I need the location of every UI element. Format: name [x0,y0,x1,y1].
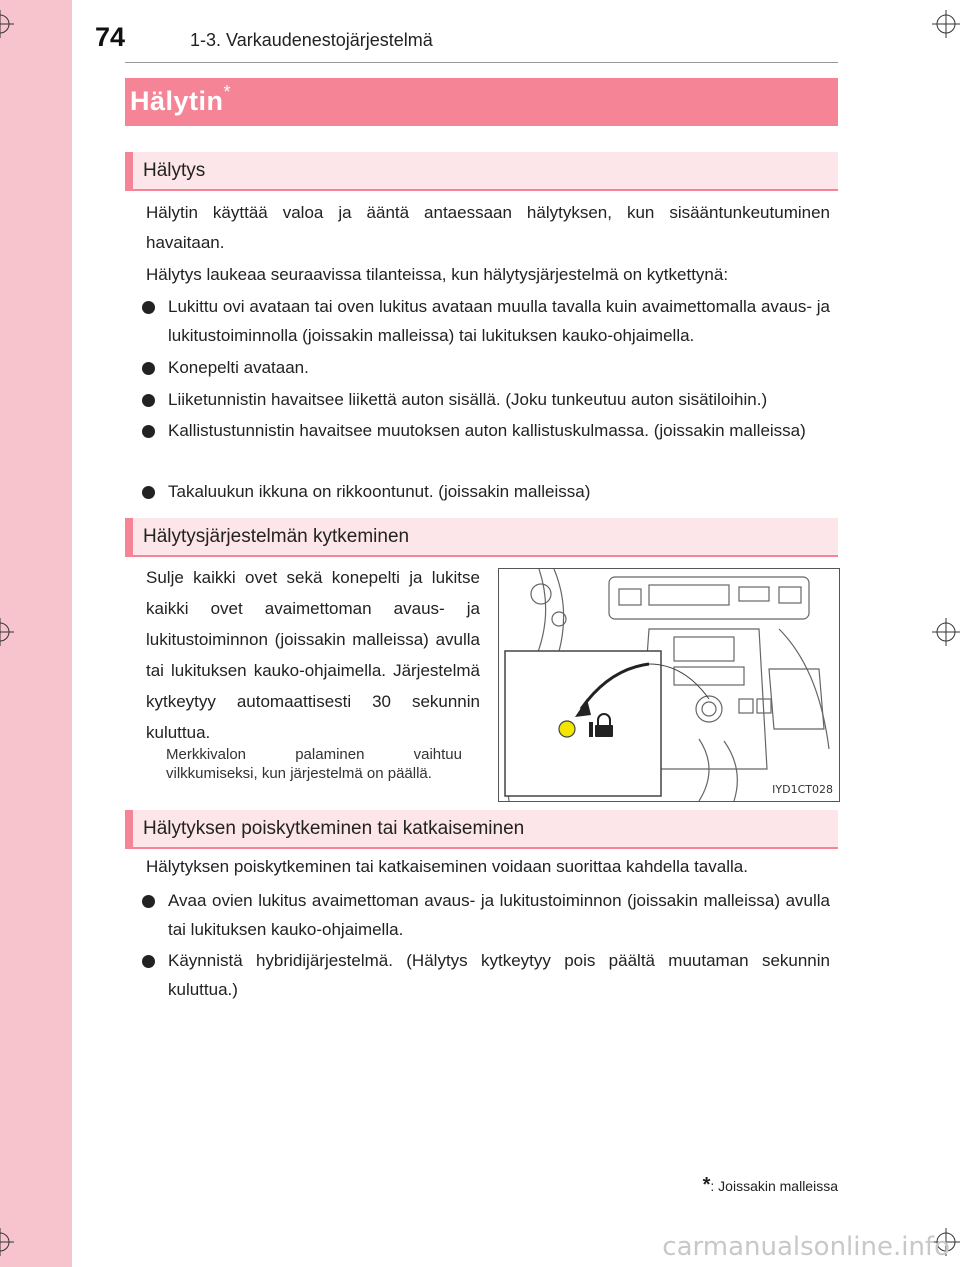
disarming-bullet-1-text: Avaa ovien lukitus avaimettoman avaus- ja lukitustoiminnon (joissakin malleissa) avulla tai lukituksen kauko-ohjaimella. [168,891,830,939]
alarm-bullet-3 [146,385,830,414]
subheading-alarm [125,152,838,191]
title-banner [125,78,838,126]
subheading-disarming [125,810,838,849]
bullet-dot [142,486,155,499]
subheading-alarm-text: Hälytys [143,160,206,181]
disarming-bullet-1 [146,886,830,944]
arming-paragraph: Sulje kaikki ovet sekä konepelti ja lukitse kaikki ovet avaimettoman avaus- ja lukitustoiminnon (joissakin malleissa) avulla tai lukituksen kauko-ohjaimella. Järjestelmä kytkeytyy automaattisesti 30 sekunnin kuluttua. [146,568,480,742]
bullet-dot [142,301,155,314]
footnote-asterisk: * [702,1174,711,1196]
bullet-dot [142,425,155,438]
figure-code: IYD1CT028 [772,783,833,796]
alarm-bullet-5-text: Takaluukun ikkuna on rikkoontunut. (joissakin malleissa) [168,482,591,501]
crop-mark-mid-left [0,618,14,646]
bullet-dot [142,394,155,407]
crop-mark-top-left [0,10,14,38]
crop-mark-bottom-left [0,1228,14,1256]
subheading-disarming-text: Hälytyksen poiskytkeminen tai katkaiseminen [143,818,525,839]
dashboard-drawing [499,569,839,801]
alarm-bullet-2 [146,353,830,382]
page-title-text: Hälytin [130,86,224,116]
bullet-dot [142,362,155,375]
alarm-bullet-4 [146,416,830,445]
disarming-bullet-2-text: Käynnistä hybridijärjestelmä. (Hälytys kytkeytyy pois päältä muutaman sekunnin kuluttua.) [168,951,830,999]
arming-note: Merkkivalon palaminen vaihtuu vilkkumiseksi, kun järjestelmä on päällä. [166,746,462,782]
subheading-accent-bar [125,152,133,189]
page-number: 74 [95,22,126,52]
alarm-bullet-4-text: Kallistustunnistin havaitsee muutoksen auton kallistuskulmassa. (joissakin malleissa) [168,421,806,440]
footnote [703,1174,838,1197]
subheading-accent-bar [125,518,133,555]
watermark: carmanualsonline.info [662,1232,950,1262]
page-title [130,82,232,117]
bullet-dot [142,895,155,908]
dashboard-illustration [498,568,840,802]
alarm-intro-paragraph: Hälytin käyttää valoa ja ääntä antaessaan hälytyksen, kun sisääntunkeutuminen havaitaan. [146,203,830,252]
crop-mark-mid-right [932,618,960,646]
alarm-bullet-1-text: Lukittu ovi avataan tai oven lukitus avataan muulla tavalla kuin avaimettomalla avaus- ja lukitustoiminnolla (joissakin malleissa) tai lukituksen kauko-ohjaimella. [168,297,830,345]
alarm-bullet-1 [146,292,830,350]
title-asterisk: * [223,82,232,102]
footnote-text: : Joissakin malleissa [710,1178,838,1194]
crop-mark-top-right [932,10,960,38]
subheading-arming [125,518,838,557]
alarm-bullet-3-text: Liiketunnistin havaitsee liikettä auton sisällä. (Joku tunkeutuu auton sisätiloihin.) [168,390,768,409]
header-divider [125,62,838,63]
alarm-bullet-5 [146,477,830,506]
subheading-arming-text: Hälytysjärjestelmän kytkeminen [143,526,410,547]
alarm-bullet-2-text: Konepelti avataan. [168,358,309,377]
bullet-dot [142,955,155,968]
alarm-trigger-intro: Hälytys laukeaa seuraavissa tilanteissa, kun hälytysjärjestelmä on kytkettynä: [146,265,729,284]
disarming-bullet-2 [146,946,830,1004]
subheading-accent-bar [125,810,133,847]
section-reference: 1-3. Varkaudenestojärjestelmä [190,30,433,50]
disarming-intro: Hälytyksen poiskytkeminen tai katkaiseminen voidaan suorittaa kahdella tavalla. [146,857,748,876]
